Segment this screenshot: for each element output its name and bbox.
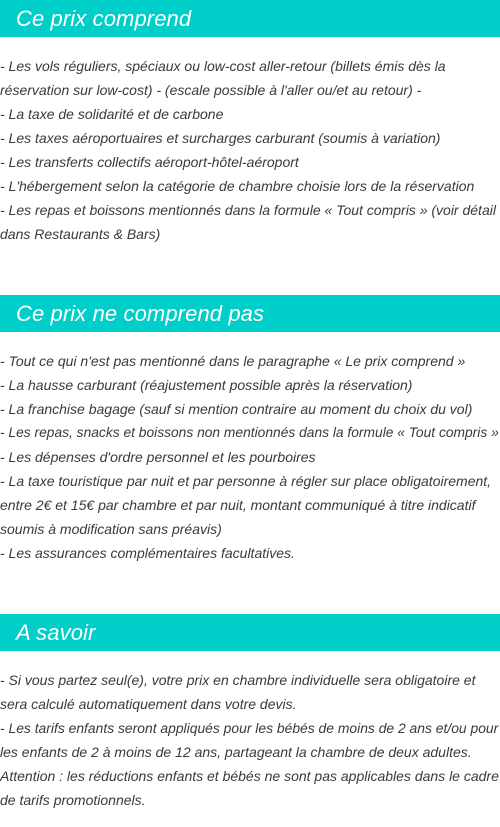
- section-body: [0, 54, 500, 246]
- text-line: - Les transferts collectifs aéroport-hôtel-aéroport: [0, 154, 299, 170]
- text-line: - Les dépenses d'ordre personnel et les pourboires: [0, 449, 316, 465]
- section-title: A savoir: [16, 619, 96, 645]
- text-line: - Les repas et boissons mentionnés dans la formule « Tout compris » (voir détail: [0, 202, 496, 218]
- section-price-excludes: [0, 295, 500, 565]
- section-body: [0, 668, 500, 812]
- text-line: entre 2€ et 15€ par chambre et par nuit, montant communiqué à titre indicatif: [0, 497, 476, 513]
- text-line: - Les assurances complémentaires facultatives.: [0, 545, 295, 561]
- section-header: [0, 0, 500, 37]
- section-price-includes: [0, 0, 500, 246]
- text-line: Attention : les réductions enfants et bébés ne sont pas applicables dans le cadre: [0, 768, 499, 784]
- text-line: - La hausse carburant (réajustement possible après la réservation): [0, 377, 413, 393]
- text-line: - Les taxes aéroportuaires et surcharges carburant (soumis à variation): [0, 130, 441, 146]
- section-header: [0, 614, 500, 651]
- text-line: - La taxe de solidarité et de carbone: [0, 106, 224, 122]
- section-header: [0, 295, 500, 332]
- section-title: Ce prix comprend: [16, 5, 192, 31]
- text-line: soumis à modification sans préavis): [0, 521, 222, 537]
- text-line: - Tout ce qui n'est pas mentionné dans le paragraphe « Le prix comprend »: [0, 353, 466, 369]
- text-line: - Les vols réguliers, spéciaux ou low-cost aller-retour (billets émis dès la: [0, 58, 446, 74]
- section-body: [0, 349, 500, 565]
- text-line: - L'hébergement selon la catégorie de chambre choisie lors de la réservation: [0, 178, 475, 194]
- text-line: réservation sur low-cost) - (escale possible à l'aller ou/et au retour) -: [0, 82, 422, 98]
- section-good-to-know: [0, 614, 500, 812]
- text-line: - Si vous partez seul(e), votre prix en chambre individuelle sera obligatoire et: [0, 672, 476, 688]
- text-line: - Les tarifs enfants seront appliqués pour les bébés de moins de 2 ans et/ou pour: [0, 720, 499, 736]
- text-line: dans Restaurants & Bars): [0, 226, 161, 242]
- text-line: les enfants de 2 à moins de 12 ans, partageant la chambre de deux adultes.: [0, 744, 472, 760]
- section-title: Ce prix ne comprend pas: [16, 300, 265, 326]
- text-line: - La franchise bagage (sauf si mention contraire au moment du choix du vol): [0, 401, 473, 417]
- text-line: - La taxe touristique par nuit et par personne à régler sur place obligatoirement,: [0, 473, 492, 489]
- text-line: - Les repas, snacks et boissons non mentionnés dans la formule « Tout compris »: [0, 425, 499, 440]
- text-line: de tarifs promotionnels.: [0, 792, 146, 808]
- text-line: sera calculé automatiquement dans votre devis.: [0, 696, 297, 712]
